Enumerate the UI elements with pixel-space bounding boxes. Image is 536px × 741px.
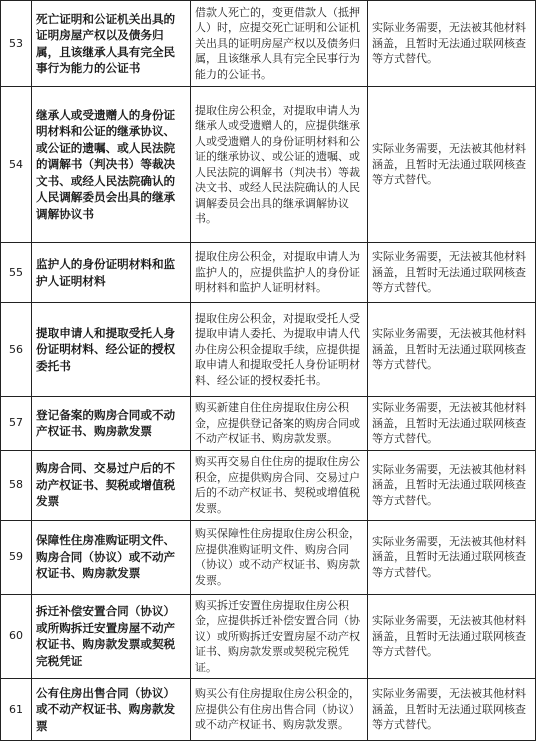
retention-reason: 实际业务需要，无法被其他材料涵盖，且暂时无法通过联网核查等方式替代。 — [368, 594, 536, 679]
row-number: 55 — [1, 243, 32, 303]
retention-reason: 实际业务需要，无法被其他材料涵盖，且暂时无法通过联网核查等方式替代。 — [368, 520, 536, 594]
table-row — [1, 303, 536, 397]
row-number: 58 — [1, 450, 32, 520]
usage-scenario: 借款人死亡的，变更借款人（抵押人）时，应提交死亡证明和公证机关出具的证明房屋产权以及债务归属，且该继承人具有完全民事行为能力的公证书。 — [191, 1, 368, 87]
row-number: 59 — [1, 520, 32, 594]
retention-reason: 实际业务需要，无法被其他材料涵盖，且暂时无法通过联网核查等方式替代。 — [368, 679, 536, 741]
table-row — [1, 520, 536, 594]
usage-scenario: 购买新建自住住房提取住房公积金，应提供登记备案的购房合同或不动产权证书、购房款发票。 — [191, 397, 368, 451]
document-name: 继承人或受遗赠人的身份证明材料和公证的继承协议、或公证的遗嘱、或人民法院的调解书（判决书）等裁决文书、或经人民法院确认的人民调解委员会出具的继承调解协议书 — [32, 87, 191, 243]
usage-scenario: 提取住房公积金，对提取申请人为继承人或受遗赠人的，应提供继承人或受遗赠人的身份证明材料和公证的继承协议、或公证的遗嘱、或人民法院的调解书（判决书）等裁决文书、或经人民法院确认的人民调解委员会出具的继承调解协议书。 — [191, 87, 368, 243]
document-name: 提取申请人和提取受托人身份证明材料、经公证的授权委托书 — [32, 303, 191, 397]
row-number: 56 — [1, 303, 32, 397]
row-number: 60 — [1, 594, 32, 679]
document-name: 购房合同、交易过户后的不动产权证书、契税或增值税发票 — [32, 450, 191, 520]
document-name: 死亡证明和公证机关出具的证明房屋产权以及债务归属，且该继承人具有完全民事行为能力的公证书 — [32, 1, 191, 87]
table-row — [1, 243, 536, 303]
usage-scenario: 购买公有住房提取住房公积金的，应提供公有住房出售合同（协议）或不动产权证书、购房款发票。 — [191, 679, 368, 741]
document-name: 拆迁补偿安置合同（协议）或所购拆迁安置房屋不动产权证书、购房款发票或契税完税凭证 — [32, 594, 191, 679]
table-row — [1, 1, 536, 87]
document-name: 公有住房出售合同（协议）或不动产权证书、购房款发票 — [32, 679, 191, 741]
table-row — [1, 679, 536, 741]
table-row — [1, 87, 536, 243]
table-row — [1, 397, 536, 451]
usage-scenario: 提取住房公积金，对提取申请人为监护人的，应提供监护人的身份证明材料和监护人证明材料。 — [191, 243, 368, 303]
row-number: 54 — [1, 87, 32, 243]
document-name: 保障性住房准购证明文件、购房合同（协议）或不动产权证书、购房款发票 — [32, 520, 191, 594]
retention-reason: 实际业务需要，无法被其他材料涵盖，且暂时无法通过联网核查等方式替代。 — [368, 87, 536, 243]
usage-scenario: 购买再交易自住住房的提取住房公积金，应提供购房合同、交易过户后的不动产权证书、契税或增值税发票。 — [191, 450, 368, 520]
row-number: 57 — [1, 397, 32, 451]
usage-scenario: 购买保障性住房提取住房公积金，应提供准购证明文件、购房合同（协议）或不动产权证书、购房款发票。 — [191, 520, 368, 594]
usage-scenario: 提取住房公积金，对提取受托人受提取申请人委托、为提取申请人代办住房公积金提取手续，应提供提取申请人和提取受托人身份证明材料、经公证的授权委托书。 — [191, 303, 368, 397]
document-name: 登记备案的购房合同或不动产权证书、购房款发票 — [32, 397, 191, 451]
row-number: 53 — [1, 1, 32, 87]
retention-reason: 实际业务需要，无法被其他材料涵盖，且暂时无法通过联网核查等方式替代。 — [368, 397, 536, 451]
document-name: 监护人的身份证明材料和监护人证明材料 — [32, 243, 191, 303]
usage-scenario: 购买拆迁安置住房提取住房公积金，应提供拆迁补偿安置合同（协议）或所购拆迁安置房屋不动产权证书、购房款发票或契税完税凭证。 — [191, 594, 368, 679]
retention-reason: 实际业务需要，无法被其他材料涵盖，且暂时无法通过联网核查等方式替代。 — [368, 243, 536, 303]
retention-reason: 实际业务需要，无法被其他材料涵盖，且暂时无法通过联网核查等方式替代。 — [368, 303, 536, 397]
retention-reason: 实际业务需要，无法被其他材料涵盖，且暂时无法通过联网核查等方式替代。 — [368, 450, 536, 520]
row-number: 61 — [1, 679, 32, 741]
table-row — [1, 450, 536, 520]
table-row — [1, 594, 536, 679]
retention-reason: 实际业务需要，无法被其他材料涵盖，且暂时无法通过联网核查等方式替代。 — [368, 1, 536, 87]
